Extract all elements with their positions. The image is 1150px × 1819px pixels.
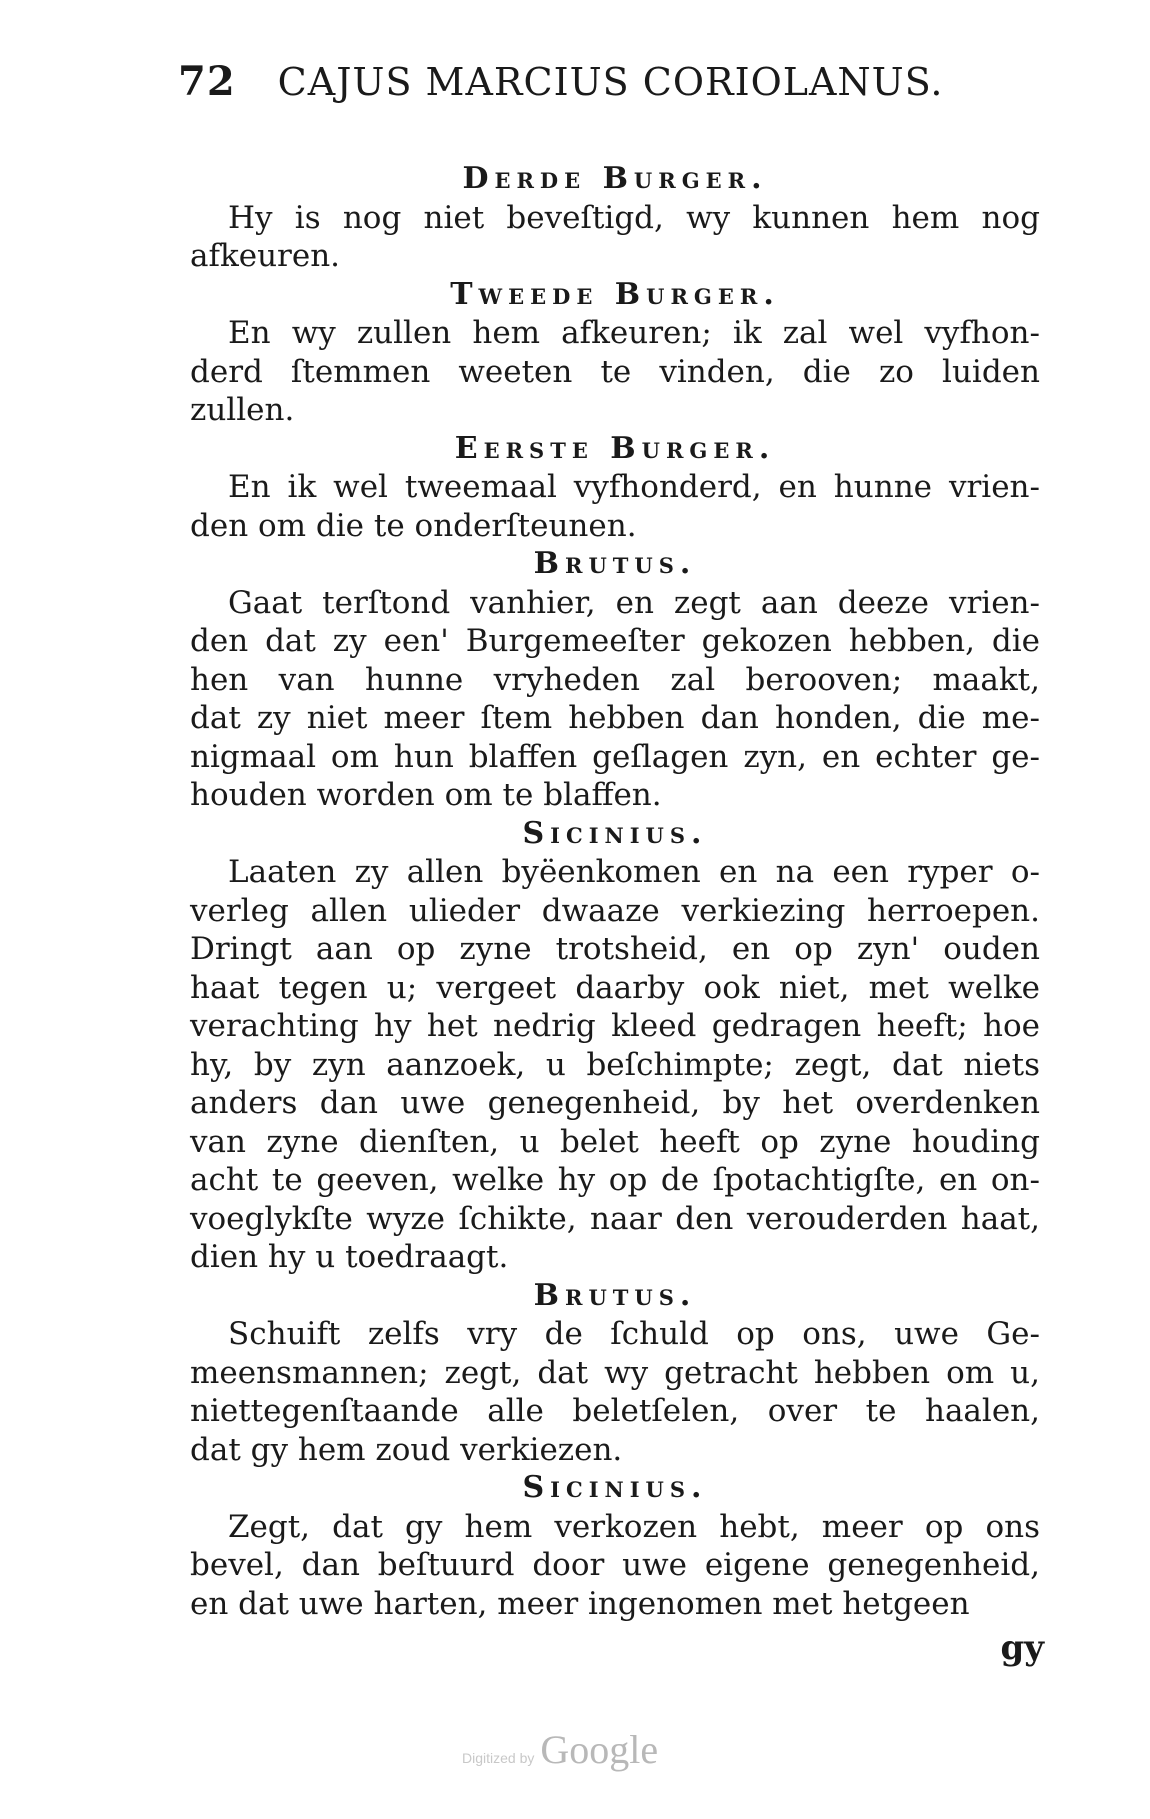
speaker-name: Derde Burger. bbox=[462, 161, 768, 196]
speech-line: Gaat terſtond vanhier, en zegt aan deeze vrien- bbox=[228, 584, 1040, 621]
speech-line: nigmaal om hun blaffen geſlagen zyn, en echter ge- bbox=[190, 738, 1040, 775]
speech-block bbox=[190, 160, 1040, 276]
catchword: gy bbox=[1000, 1628, 1044, 1668]
speaker-name: Sicinius. bbox=[522, 815, 708, 851]
speech-text bbox=[190, 1508, 1040, 1624]
speech-line: Hy is nog niet beveſtigd, wy kunnen hem nog bbox=[228, 199, 1040, 236]
speech-line: Dringt aan op zyne trotsheid, en op zyn' ouden bbox=[190, 931, 1040, 967]
speech-line: meensmannen; zegt, dat wy getracht hebben om u, bbox=[190, 1354, 1040, 1391]
speech-line: afkeuren. bbox=[190, 238, 341, 274]
speaker-name: Brutus. bbox=[533, 546, 697, 581]
speech-line: van zyne dienſten, u belet heeft op zyne houding bbox=[190, 1123, 1040, 1160]
speech-block bbox=[190, 545, 1040, 815]
digitization-watermark bbox=[462, 1726, 658, 1776]
speech-line: En ik wel tweemaal vyfhonderd, en hunne vrien- bbox=[228, 469, 1040, 505]
speech-line: dat zy niet meer ſtem hebben dan honden, die me- bbox=[190, 700, 1040, 736]
speech-line: bevel, dan beſtuurd door uwe eigene genegenheid, bbox=[190, 1547, 1040, 1583]
speech-text bbox=[190, 584, 1040, 815]
speech-line: En wy zullen hem afkeuren; ik zal wel vyfhon- bbox=[228, 315, 1040, 351]
speaker-name: Eerste Burger. bbox=[454, 430, 776, 466]
speech-line: voeglykſte wyze ſchikte, naar den verouderden haat, bbox=[190, 1200, 1040, 1237]
speech-line: den om die te onderſteunen. bbox=[190, 507, 637, 544]
speech-line: anders dan uwe genegenheid, by het overdenken bbox=[190, 1085, 1040, 1121]
speech-line: en dat uwe harten, meer ingenomen met hetgeen bbox=[190, 1585, 970, 1622]
running-title: CAJUS MARCIUS CORIOLANUS. bbox=[277, 60, 944, 104]
speech-line: derd ſtemmen weeten te vinden, die zo luiden bbox=[190, 353, 1040, 390]
speech-block bbox=[190, 1277, 1040, 1470]
speaker-name: Sicinius. bbox=[522, 1470, 708, 1505]
speech-line: acht te geeven, welke hy op de ſpotachtigſte, en on- bbox=[190, 1162, 1040, 1198]
speech-line: haat tegen u; vergeet daarby ook niet, met welke bbox=[190, 969, 1040, 1006]
speech-block bbox=[190, 276, 1040, 430]
speech-line: zullen. bbox=[190, 392, 295, 428]
speech-line: niettegenſtaande alle beletſelen, over te haalen, bbox=[190, 1393, 1040, 1429]
speech-text bbox=[190, 199, 1040, 276]
google-logo: Google bbox=[540, 1727, 659, 1772]
speech-line: houden worden om te blaffen. bbox=[190, 777, 662, 813]
speech-line: dien hy u toedraagt. bbox=[190, 1239, 509, 1275]
speech-text bbox=[190, 314, 1040, 430]
speech-text bbox=[190, 468, 1040, 545]
speech-block bbox=[190, 815, 1040, 1277]
speech-text bbox=[190, 853, 1040, 1277]
page-number: 72 bbox=[178, 58, 236, 105]
speaker-name: Brutus. bbox=[533, 1277, 697, 1313]
speech-line: hy, by zyn aanzoek, u beſchimpte; zegt, dat niets bbox=[190, 1046, 1040, 1083]
speech-line: Schuift zelfs vry de ſchuld op ons, uwe Ge- bbox=[228, 1316, 1040, 1352]
speech-block bbox=[190, 430, 1040, 546]
speech-line: Laaten zy allen byëenkomen en na een ryper o- bbox=[228, 854, 1040, 890]
speech-line: den dat zy een' Burgemeeſter gekozen hebben, die bbox=[190, 623, 1040, 659]
speech-line: verachting hy het nedrig kleed gedragen heeft; hoe bbox=[190, 1008, 1040, 1044]
speech-line: hen van hunne vryheden zal berooven; maakt, bbox=[190, 661, 1040, 698]
speech-text bbox=[190, 1315, 1040, 1469]
speech-line: Zegt, dat gy hem verkozen hebt, meer op ons bbox=[228, 1508, 1040, 1545]
speech-block bbox=[190, 1469, 1040, 1623]
digitized-label: Digitized by bbox=[462, 1750, 535, 1766]
play-text bbox=[190, 160, 1040, 1623]
speech-line: dat gy hem zoud verkiezen. bbox=[190, 1431, 623, 1468]
page-header bbox=[178, 58, 1038, 118]
speech-line: verleg allen ulieder dwaaze verkiezing herroepen. bbox=[190, 892, 1040, 929]
speaker-name: Tweede Burger. bbox=[450, 276, 780, 312]
